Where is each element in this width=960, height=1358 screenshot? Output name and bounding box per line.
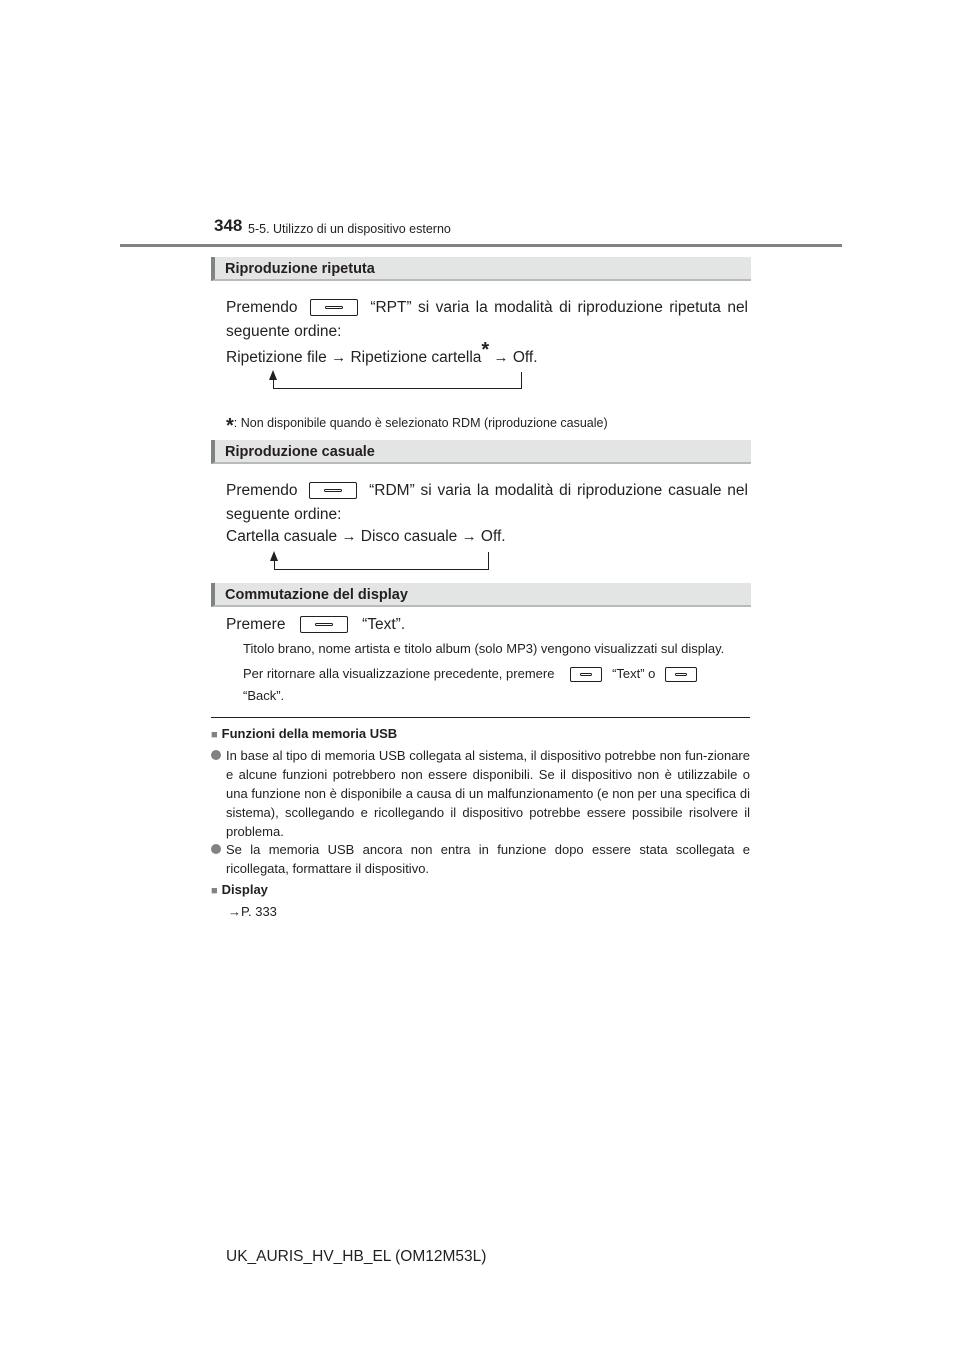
document-code-footer: UK_AURIS_HV_HB_EL (OM12M53L) — [226, 1248, 487, 1265]
page-reference-link[interactable]: →P. 333 — [228, 904, 277, 919]
paragraph-display-line1 — [226, 613, 748, 637]
display-info-heading: ■ Display — [211, 882, 268, 897]
footnote-text: : Non disponibile quando è selezionato RDM (riproduzione casuale) — [233, 416, 608, 430]
section-heading-random — [211, 440, 751, 464]
display-note-2-end: “Back”. — [243, 688, 285, 703]
section-heading-text: Riproduzione ripetuta — [225, 261, 375, 277]
usb-bullet-2 — [211, 840, 750, 878]
section-heading-text: Riproduzione casuale — [225, 444, 375, 460]
text-segment: Per ritornare alla visualizzazione precedente, premere — [243, 666, 555, 681]
text-segment: “Text”. — [362, 616, 406, 633]
arrow-icon: → — [341, 528, 357, 545]
text-segment: “RPT” si varia la modalità di riproduzione ripetuta nel — [370, 299, 749, 316]
text-button-icon — [570, 667, 602, 682]
rdm-button-icon — [309, 482, 357, 499]
back-button-icon — [665, 667, 697, 682]
text-segment: Premendo — [226, 299, 298, 316]
cycle-arrow-head-icon — [273, 378, 274, 388]
seq-item: Off. — [512, 349, 538, 366]
display-note-1: Titolo brano, nome artista e titolo album (solo MP3) vengono visualizzati sul display. — [243, 641, 725, 656]
text-segment: Premendo — [226, 482, 298, 499]
text-button-icon — [300, 616, 348, 633]
paragraph-random-line2: seguente ordine: — [226, 506, 342, 523]
arrow-icon: → — [331, 349, 347, 366]
rpt-button-icon — [310, 299, 358, 316]
footnote-mark: * — [481, 338, 490, 361]
seq-item: Disco casuale — [360, 528, 458, 545]
repeat-sequence — [226, 338, 748, 370]
paragraph-random-line1 — [226, 479, 748, 503]
bullet-icon — [211, 750, 221, 760]
text-segment: Premere — [226, 616, 286, 633]
cycle-arrow-head-icon — [274, 559, 275, 569]
bullet-icon — [211, 844, 221, 854]
section-separator — [211, 717, 750, 718]
seq-item: Off. — [480, 528, 506, 545]
seq-item: Cartella casuale — [226, 528, 338, 545]
section-heading-repeat — [211, 257, 751, 281]
seq-item: Ripetizione file — [226, 349, 327, 366]
header-rule — [120, 244, 842, 247]
section-heading-display — [211, 583, 751, 607]
cycle-return-line — [274, 552, 489, 570]
usb-info-heading: ■ Funzioni della memoria USB — [211, 726, 397, 741]
display-note-2 — [243, 663, 748, 685]
text-segment: “Text” o — [612, 666, 656, 681]
bullet-text: In base al tipo di memoria USB collegata al sistema, il dispositivo potrebbe non fun-zionare e alcune funzioni potrebbero non essere disponibili. Se il dispositivo non è utilizzabile o una funzione non è disponibile a causa di un malfunzionamento (e non per una specifica di sistema), scollegando e ricollegando il dispositivo potrebbe essere possibile risolvere il problema. — [226, 748, 750, 839]
random-sequence — [226, 525, 748, 549]
paragraph-repeat-line2: seguente ordine: — [226, 323, 342, 340]
seq-item: Ripetizione cartella — [350, 349, 482, 366]
page-number: 348 — [214, 216, 243, 235]
usb-bullet-1 — [211, 746, 750, 841]
footnote — [226, 410, 608, 437]
cycle-return-line — [273, 372, 522, 389]
bullet-text: Se la memoria USB ancora non entra in funzione dopo essere stata scollegata e ricollegata, formattare il dispositivo. — [226, 842, 750, 876]
paragraph-repeat-line1 — [226, 296, 748, 320]
arrow-icon: → — [461, 528, 477, 545]
section-heading-text: Commutazione del display — [225, 587, 408, 603]
section-title: 5-5. Utilizzo di un dispositivo esterno — [248, 222, 451, 236]
text-segment: “RDM” si varia la modalità di riproduzione casuale nel — [369, 482, 748, 499]
arrow-icon: → — [493, 349, 509, 366]
footnote-mark: * — [226, 415, 234, 437]
